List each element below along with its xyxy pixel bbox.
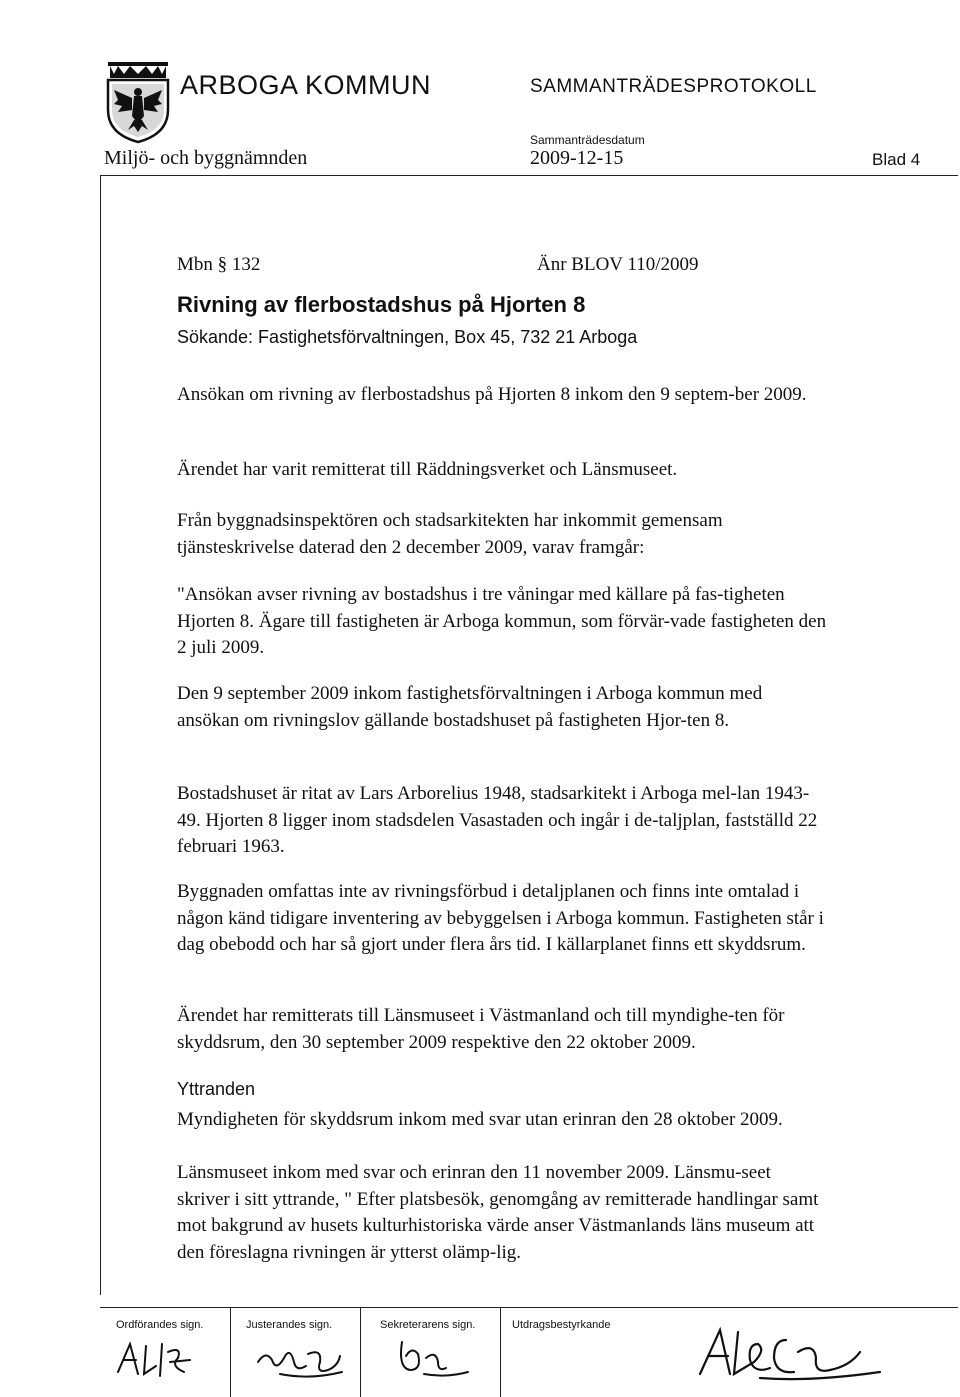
body-paragraph: Byggnaden omfattas inte av rivningsförbud i detaljplanen och finns inte omtalad i någon känd tidigare inventering av bebyggelsen i Arboga kommun. Fastigheten står i dag obebodd och har så gjort under flera års tid. I källarplanet finns ett skyddsrum. (177, 881, 824, 955)
secretary-signature-label: Sekreterarens sign. (380, 1319, 476, 1331)
signature-box-top-rule (100, 1307, 958, 1308)
statement-item: Myndigheten för skyddsrum inkom med svar utan erinran den 28 oktober 2009. (177, 1109, 783, 1130)
chair-initials-signature (112, 1332, 202, 1384)
signature-box-divider (500, 1307, 501, 1397)
chair-signature-label: Ordförandes sign. (116, 1319, 204, 1331)
secretary-initials-signature (388, 1332, 478, 1384)
adjuster-initials-signature (250, 1332, 350, 1384)
signature-box-divider (230, 1307, 231, 1397)
header-divider (100, 175, 958, 176)
municipal-coat-of-arms-logo (104, 60, 172, 144)
body-paragraph: Den 9 september 2009 inkom fastighetsförvaltningen i Arboga kommun med ansökan om rivningslov gällande bostadshuset på fastigheten Hjor-ten 8. (177, 683, 763, 731)
body-paragraph: Bostadshuset är ritat av Lars Arborelius 1948, stadsarkitekt i Arboga mel-lan 1943-49. Hjorten 8 ligger inom stadsdelen Vasastaden och ingår i de-taljplan, fastställd 22 februari 1963. (177, 783, 818, 857)
extract-certified-label: Utdragsbestyrkande (512, 1319, 611, 1331)
body-paragraph: Ärendet har remitterats till Länsmuseet i Västmanland och till myndighe-ten för skyddsrum, den 30 september 2009 respektive den 22 oktober 2009. (177, 1005, 785, 1053)
body-paragraph: Ansökan om rivning av flerbostadshus på Hjorten 8 inkom den 9 septem-ber 2009. (177, 384, 807, 405)
statements-heading: Yttranden (177, 1079, 256, 1099)
meeting-date-label: Sammanträdesdatum (530, 133, 645, 147)
case-title: Rivning av flerbostadshus på Hjorten 8 (177, 292, 586, 317)
extract-certified-signature (690, 1322, 890, 1384)
statement-item: Länsmuseet inkom med svar och erinran den 11 november 2009. Länsmu-seet skriver i sitt yttrande, " Efter platsbesök, genomgång av remitterade handlingar samt mot bakgrund av husets kulturhistoriska värde anser Västmanlands läns museum att den föreslagna rivningen är ytterst olämp-lig. (177, 1162, 819, 1263)
case-diary-number: Änr BLOV 110/2009 (537, 254, 699, 275)
adjuster-signature-label: Justerandes sign. (246, 1319, 333, 1331)
body-paragraph: Ärendet har varit remitterat till Räddningsverket och Länsmuseet. (177, 459, 678, 480)
quoted-paragraph: "Ansökan avser rivning av bostadshus i tre våningar med källare på fas-tigheten Hjorten 8. Ägare till fastigheten är Arboga kommun, som förvär-vade fastigheten den 2 juli 2009. (177, 584, 827, 658)
organization-name: ARBOGA KOMMUN (180, 70, 432, 100)
page-number: Blad 4 (872, 150, 921, 169)
meeting-date: 2009-12-15 (530, 147, 624, 169)
case-applicant: Sökande: Fastighetsförvaltningen, Box 45, 732 21 Arboga (177, 327, 638, 347)
body-paragraph: Från byggnadsinspektören och stadsarkitekten har inkommit gemensam tjänsteskrivelse daterad den 2 december 2009, varav framgår: (177, 510, 723, 558)
signature-box-divider (360, 1307, 361, 1397)
left-margin-rule (100, 175, 101, 1295)
department-name: Miljö- och byggnämnden (104, 147, 308, 169)
case-paragraph-number: Mbn § 132 (177, 254, 261, 275)
document-type: SAMMANTRÄDESPROTOKOLL (530, 76, 817, 97)
